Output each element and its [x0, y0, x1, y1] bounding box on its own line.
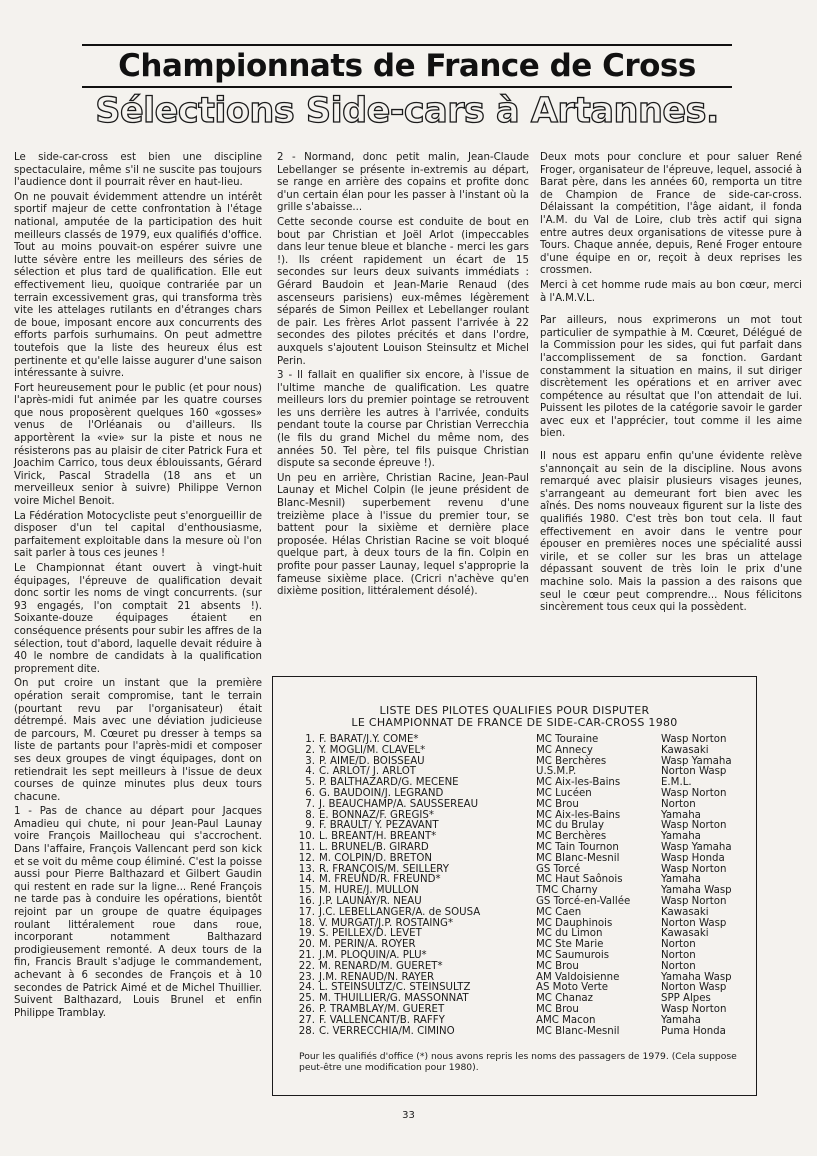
- machine-name: Yamaha: [661, 874, 701, 886]
- row-number: 10.: [298, 831, 315, 843]
- paragraph: La Fédération Motocycliste peut s'enorgueillir de disposer d'un tel capital d'enthousiasme, parfaitement exploitable dans la mesure où l'on sait parler à tous ces jeunes !: [14, 510, 262, 560]
- machine-name: E.M.L.: [661, 777, 692, 789]
- rider-names: L. BRUNEL/B. GIRARD: [319, 841, 429, 853]
- paragraph: Deux mots pour conclure et pour saluer René Froger, organisateur de l'épreuve, lequel, associé à Barat père, dans les années 60, remporta un titre de Champion de France de side-car-cross. Délaissant la compétition, l'âge aidant, il fonda l'A.M. du Val de Loire, club très actif qui signa entre autres deux organisations de vitesse pure à Tours. Chaque année, depuis, René Froger entoure d'une équipe en or, reçoit à deux reprises les crossmen.: [540, 152, 802, 277]
- rider-names: F. BARAT/J.Y. COME*: [319, 734, 419, 745]
- machine-name: Wasp Norton: [661, 863, 727, 875]
- machine-name: Norton Wasp: [661, 917, 727, 929]
- row-number: 14.: [298, 874, 315, 886]
- article-column-3: [540, 152, 802, 617]
- club-name: AMC Macon: [536, 1014, 596, 1026]
- row-number: 24.: [298, 982, 315, 994]
- row-number: 7.: [305, 798, 315, 810]
- rider-names: F. VALLENCANT/B. RAFFY: [319, 1014, 445, 1026]
- club-name: MC Aix-les-Bains: [536, 777, 621, 789]
- row-number: 25.: [298, 993, 315, 1005]
- title-top-rule: [82, 44, 732, 46]
- rider-names: P. BALTHAZARD/G. MECENE: [319, 777, 459, 789]
- rider-names: S. PEILLEX/D. LEVET: [319, 928, 422, 940]
- title-bottom-rule: [82, 86, 732, 88]
- row-number: 1.: [305, 734, 315, 745]
- paragraph: Par ailleurs, nous exprimerons un mot tout particulier de sympathie à M. Cœuret, Délégué de la Commission pour les sides, qui fut parfait dans l'accomplissement de sa fonction. Gardant constamment la situation en mains, il sut diriger discrètement les opérations et en arriver avec compétence au résultat que l'on attendait de lui. Puissent les pilotes de la catégorie savoir le garder avec eux et l'apprécier, tout comme il les aime bien.: [540, 315, 802, 440]
- paragraph: On put croire un instant que la première opération serait compromise, tant le terrain (pourtant revu par l'organisateur) était détrempé. Mais avec une déviation judicieuse de parcours, M. Cœuret pu dresser à temps sa liste de partants pour l'après-midi et composer ses deux groupes de vingt équipages, dont on retiendrait les sept meilleurs à l'issue de deux courses de quinze minutes plus deux tours chacune.: [14, 678, 262, 803]
- row-number: 20.: [298, 939, 315, 951]
- club-name: MC Aix-les-Bains: [536, 809, 621, 821]
- rider-names: J.M. PLOQUIN/A. PLU*: [319, 949, 427, 961]
- machine-name: Wasp Norton: [661, 895, 727, 907]
- rider-names: L. STEINSULTZ/C. STEINSULTZ: [319, 982, 471, 994]
- club-name: MC Lucéen: [536, 787, 592, 799]
- rider-names: P. TRAMBLAY/M. GUERET: [319, 1003, 445, 1015]
- row-number: 5.: [305, 777, 315, 789]
- rider-names: R. FRANÇOIS/M. SEILLERY: [319, 863, 449, 875]
- machine-name: Norton Wasp: [661, 766, 727, 778]
- club-name: AS Moto Verte: [536, 982, 609, 994]
- club-name: GS Torcé: [536, 863, 581, 875]
- rider-names: C. ARLOT/ J. ARLOT: [319, 766, 416, 778]
- row-number: 4.: [305, 766, 315, 778]
- club-name: MC du Brulay: [536, 820, 605, 832]
- machine-name: Yamaha Wasp: [661, 971, 732, 983]
- row-number: 12.: [298, 852, 315, 864]
- row-number: 22.: [298, 960, 315, 972]
- rider-names: L. BREANT/H. BREANT*: [319, 831, 437, 843]
- rider-names: E. BONNAZ/F. GREGIS*: [319, 809, 434, 821]
- machine-name: Kawasaki: [661, 744, 709, 756]
- machine-name: Norton: [661, 949, 696, 961]
- rider-names: J.M. RENAUD/N. RAYER: [319, 971, 435, 983]
- club-name: MC Brou: [536, 1003, 579, 1015]
- paragraph: Un peu en arrière, Christian Racine, Jean-Paul Launay et Michel Colpin (le jeune président de Blanc-Mesnil) superbement revenu d'une treizième place à l'issue du premier tour, se battent pour la sixième et dernière place proposée. Hélas Christian Racine se voit bloqué quelque part, à deux tours de la fin. Colpin en profite pour passer Launay, lequel s'approprie la fameuse sixième place. (Cricri n'achève qu'en dixième position, littéralement désolé).: [277, 472, 529, 598]
- rider-names: M. HURE/J. MULLON: [319, 885, 419, 897]
- page-number: 33: [402, 1110, 415, 1121]
- rider-names: C. VERRECCHIA/M. CIMINO: [319, 1025, 455, 1037]
- rider-names: V. MURGAT/J.P. ROSTAING*: [319, 917, 454, 929]
- row-number: 15.: [298, 885, 315, 897]
- club-name: MC Brou: [536, 960, 579, 972]
- table-row: [291, 800, 751, 811]
- box-footnote: Pour les qualifiés d'office (*) nous avons repris les noms des passagers de 1979. (Cela suppose peut-être une modification pour 1980).: [299, 1051, 737, 1073]
- club-name: TMC Charny: [536, 885, 598, 897]
- rider-names: P. AIME/D. BOISSEAU: [319, 755, 425, 767]
- machine-name: Wasp Honda: [661, 852, 725, 864]
- rider-names: M. FREUND/R. FREUND*: [319, 874, 441, 886]
- machine-name: Kawasaki: [661, 928, 709, 940]
- paragraph: 3 - Il fallait en qualifier six encore, à l'issue de l'ultime manche de qualification. Les quatre meilleurs lors du premier pointage se retrouvent les uns derrière les autres à l'arrivée, conduits pendant toute la course par Christian Verrecchia (le fils du grand Michel du même nom, des années 50. Tel père, tel fils puisque Christian dispute sa seconde épreuve !).: [277, 370, 529, 470]
- machine-name: Wasp Yamaha: [661, 755, 732, 767]
- machine-name: Kawasaki: [661, 906, 709, 918]
- page-subtitle: Sélections Side-cars à Artannes.: [95, 91, 719, 131]
- rider-names: J.C. LEBELLANGER/A. de SOUSA: [319, 906, 481, 918]
- article-column-2: [277, 152, 529, 601]
- machine-name: Yamaha: [661, 1014, 701, 1026]
- machine-name: Wasp Norton: [661, 734, 727, 745]
- row-number: 13.: [298, 863, 315, 875]
- qualified-riders-table: [291, 735, 751, 1037]
- row-number: 16.: [298, 895, 315, 907]
- paragraph: On ne pouvait évidemment attendre un intérêt sportif majeur de cette confrontation à l'étage national, amputée de la participation des huit meilleurs classés de 1979, eux qualifiés d'office. Tout au moins pouvait-on espérer suivre une lutte sévère entre les meilleurs des séries de sélection et plus tard de qualification. Elle eut effectivement lieu, quoique contrariée par un terrain excessivement gras, qui transforma très vite les attelages rutilants en d'étranges chars de boue, imposant encore aux concurrents des efforts parfois surhumains. On peut admettre toutefois que la liste des heureux élus est pertinente et qu'elle laisse augurer d'une saison intéressante à suivre.: [14, 191, 262, 380]
- paragraph: 1 - Pas de chance au départ pour Jacques Amadieu qui chute, ni pour Jean-Paul Launay voire François Maillocheau qui s'accrochent. Dans l'affaire, François Vallencant perd son kick et se voit du même coup éliminé. C'est la poisse aussi pour Pierre Balthazard et Gilbert Gaudin qui restent en rade sur la ligne... René François ne tarde pas à conduire les opérations, bientôt rejoint par un groupe de quatre équipages roulant littéralement roue dans roue, incorporant notamment Balthazard prodigieusement remonté. A deux tours de la fin, Francis Brault s'adjuge le commandement, achevant à 6 secondes de François et à 10 secondes de Patrick Aimé et de Michel Thuillier. Suivent Balthazard, Louis Brunel et enfin Philippe Tramblay.: [14, 806, 262, 1019]
- qualified-riders-box: [272, 676, 757, 1096]
- club-name: MC du Limon: [536, 928, 603, 940]
- paragraph: Fort heureusement pour le public (et pour nous) l'après-midi fut animée par les quatre courses que nous proposèrent quelques 160 «gosses» venus de l'Orléanais ou d'ailleurs. Ils apportèrent la «vie» sur la piste et nous ne résisterons pas au plaisir de citer Patrick Fura et Joachim Carrico, tous deux éblouissants, Gérard Virick, Pascal Stradella (18 ans et un merveilleux senior à suivre) Philippe Vernon voire Michel Benoit.: [14, 382, 262, 508]
- machine-name: Wasp Yamaha: [661, 841, 732, 853]
- paragraph: Le side-car-cross est bien une discipline spectaculaire, même s'il ne suscite pas toujours l'audience dont il pourrait rêver en haut-lieu.: [14, 152, 262, 189]
- club-name: MC Brou: [536, 798, 579, 810]
- row-number: 9.: [305, 820, 315, 832]
- machine-name: Wasp Norton: [661, 820, 727, 832]
- machine-name: Wasp Norton: [661, 787, 727, 799]
- club-name: MC Blanc-Mesnil: [536, 852, 620, 864]
- article-column-1: [14, 152, 262, 1022]
- machine-name: Norton: [661, 960, 696, 972]
- row-number: 8.: [305, 809, 315, 821]
- paragraph: 2 - Normand, donc petit malin, Jean-Claude Lebellanger se présente in-extremis au départ, se range en arrière des copains et profite donc d'un certain élan pour les passer à l'instant où la grille s'abaisse...: [277, 152, 529, 214]
- club-name: MC Saumurois: [536, 949, 610, 961]
- rider-names: G. BAUDOIN/J. LEGRAND: [319, 787, 444, 799]
- machine-name: Norton Wasp: [661, 982, 727, 994]
- row-number: 17.: [298, 906, 315, 918]
- rider-names: J. BEAUCHAMP/A. SAUSSEREAU: [319, 798, 479, 810]
- paragraph: Cette seconde course est conduite de bout en bout par Christian et Joël Arlot (impeccables dans leur tenue bleue et blanche - merci les gars !). Ils créent rapidement un écart de 15 secondes sur leurs deux suivants immédiats : Gérard Baudoin et Jean-Marie Renaud (des ascenseurs parisiens) eux-mêmes légèrement séparés de Simon Peillex et Lebellanger roulant de pair. Les frères Arlot passent l'arrivée à 22 secondes des pilotes précités et dans l'ordre, auxquels s'ajoutent Louison Steinsultz et Michel Perin.: [277, 216, 529, 367]
- machine-name: Norton: [661, 939, 696, 951]
- row-number: 11.: [298, 841, 315, 853]
- row-number: 6.: [305, 787, 315, 799]
- table-row: [291, 962, 751, 973]
- machine-name: Yamaha Wasp: [661, 885, 732, 897]
- paragraph: Le Championnat étant ouvert à vingt-huit équipages, l'épreuve de qualification devait donc sortir les noms de vingt concurrents. (sur 93 engagés, l'on comptait 21 absents !). Soixante-douze équipages étaient en conséquence présents pour subir les affres de la sélection, tout d'abord, laquelle devait réduire à 40 le nombre de candidats à la qualification proprement dite.: [14, 563, 262, 675]
- machine-name: Yamaha: [661, 809, 701, 821]
- table-row: [291, 854, 751, 865]
- club-name: GS Torcé-en-Vallée: [536, 895, 631, 907]
- row-number: 26.: [298, 1003, 315, 1015]
- table-row: [291, 908, 751, 919]
- club-name: MC Ste Marie: [536, 939, 604, 951]
- box-heading-line-1: LISTE DES PILOTES QUALIFIES POUR DISPUTER: [379, 704, 650, 717]
- row-number: 2.: [305, 744, 315, 756]
- box-heading: [273, 705, 756, 729]
- club-name: MC Berchères: [536, 755, 607, 767]
- row-number: 18.: [298, 917, 315, 929]
- club-name: AM Valdoisienne: [536, 971, 620, 983]
- club-name: MC Touraine: [536, 734, 599, 745]
- row-number: 21.: [298, 949, 315, 961]
- rider-names: M. PERIN/A. ROYER: [319, 939, 416, 951]
- club-name: MC Dauphinois: [536, 917, 613, 929]
- paragraph: Merci à cet homme rude mais au bon cœur, merci à l'A.M.V.L.: [540, 279, 802, 304]
- page-title: Championnats de France de Cross: [118, 48, 696, 84]
- row-number: 3.: [305, 755, 315, 767]
- club-name: U.S.M.P.: [536, 766, 577, 778]
- table-row: [291, 1016, 751, 1027]
- club-name: MC Caen: [536, 906, 582, 918]
- machine-name: Norton: [661, 798, 696, 810]
- table-row: [291, 1027, 751, 1038]
- paragraph: Il nous est apparu enfin qu'une évidente relève s'annonçait au sein de la discipline. Nous avons remarqué avec plaisir plusieurs visages jeunes, s'arrangeant au demeurant fort bien avec les aînés. Des noms nouveaux figurent sur la liste des qualifiés 1980. C'est très bon tout cela. Il faut effectivement en avoir dans le ventre pour épouser en premières noces une spécialité aussi virile, et se coller sur les bras un attelage dépassant souvent de très loin le prix d'une machine solo. Mais la passion a des raisons que seul le cœur peut comprendre... Nous félicitons sincèrement tous ceux qui la possèdent.: [540, 451, 802, 614]
- rider-names: M. RENARD/M. GUERET*: [319, 960, 443, 972]
- machine-name: Wasp Norton: [661, 1003, 727, 1015]
- club-name: MC Annecy: [536, 744, 593, 756]
- rider-names: M. COLPIN/D. BRETON: [319, 852, 432, 864]
- club-name: MC Berchères: [536, 831, 607, 843]
- box-heading-line-2: LE CHAMPIONNAT DE FRANCE DE SIDE-CAR-CROSS 1980: [351, 716, 678, 729]
- machine-name: SPP Alpes: [661, 993, 711, 1005]
- rider-names: F. BRAULT/ Y. PEZAVANT: [319, 820, 439, 832]
- row-number: 23.: [298, 971, 315, 983]
- club-name: MC Haut Saônois: [536, 874, 623, 886]
- row-number: 28.: [298, 1025, 315, 1037]
- row-number: 27.: [298, 1014, 315, 1026]
- rider-names: Y. MOGLI/M. CLAVEL*: [319, 744, 426, 756]
- club-name: MC Chanaz: [536, 993, 594, 1005]
- rider-names: J.P. LAUNAY/R. NEAU: [319, 895, 422, 907]
- table-row: [291, 746, 751, 757]
- machine-name: Puma Honda: [661, 1025, 726, 1037]
- club-name: MC Tain Tournon: [536, 841, 619, 853]
- club-name: MC Blanc-Mesnil: [536, 1025, 620, 1037]
- rider-names: M. THUILLIER/G. MASSONNAT: [319, 993, 469, 1005]
- machine-name: Yamaha: [661, 831, 701, 843]
- row-number: 19.: [298, 928, 315, 940]
